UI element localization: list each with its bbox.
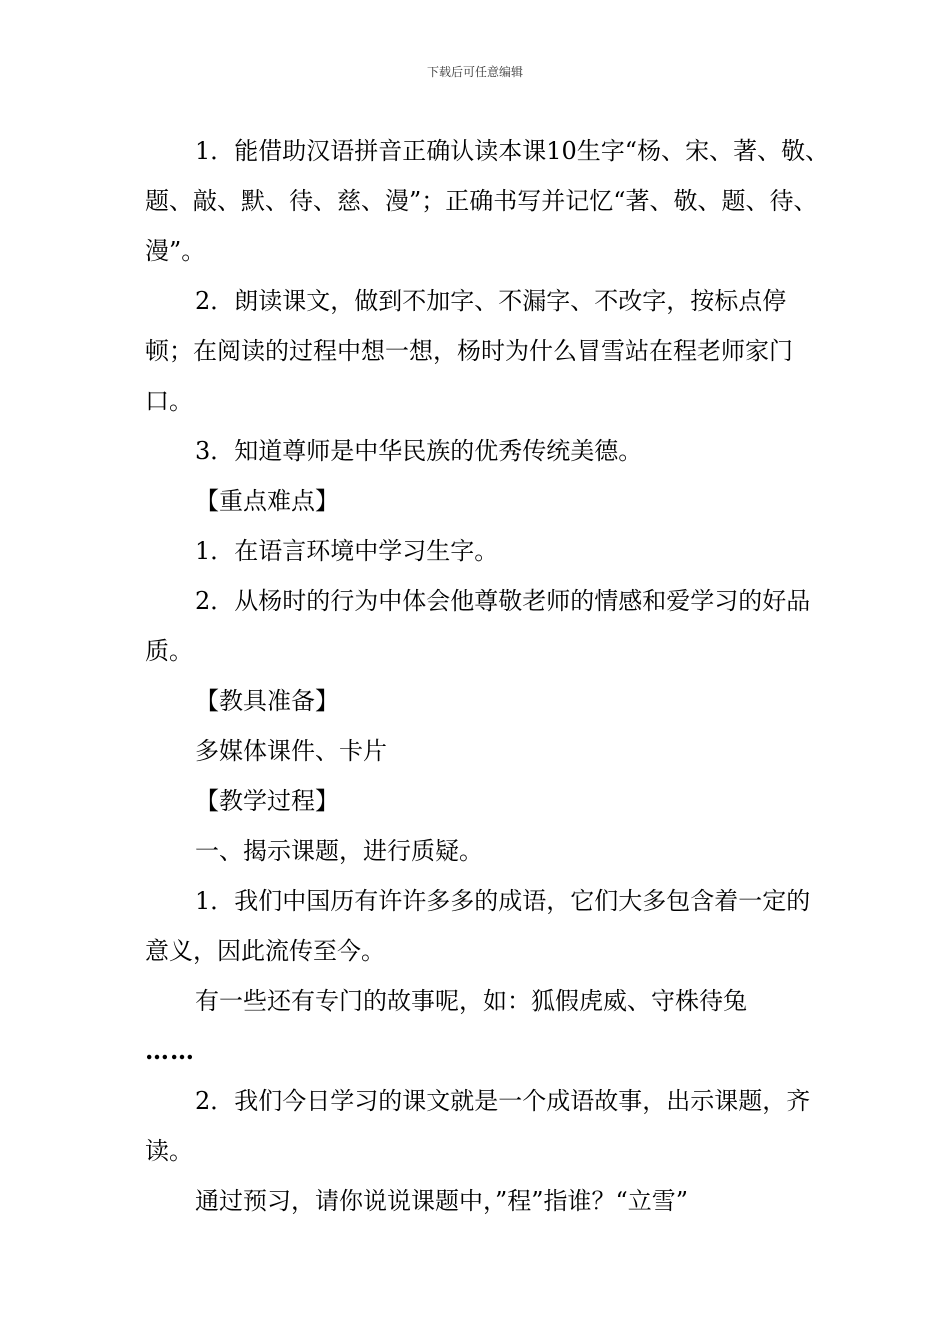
paragraph-step-1-2: 2．我们今日学习的课文就是一个成语故事，出示课题，齐读。 bbox=[145, 1087, 811, 1165]
paragraph-key-point-1: 1．在语言环境中学习生字。 bbox=[195, 537, 499, 565]
idiom-examples-text: 有一些还有专门的故事呢，如：狐假虎威、守株待兔 bbox=[195, 987, 747, 1015]
ellipsis: …… bbox=[145, 1036, 195, 1065]
page-header: 下载后可任意编辑 bbox=[426, 65, 523, 79]
section-heading-materials: 【教具准备】 bbox=[195, 687, 339, 715]
paragraph-materials: 多媒体课件、卡片 bbox=[195, 737, 387, 765]
paragraph-objective-1: 1．能借助汉语拼音正确认读本课10生字“杨、宋、著、敬、题、敲、默、待、慈、漫”；正确书写并记忆“著、敬、题、待、漫”。 bbox=[145, 137, 830, 265]
paragraph-step-1-1: 1．我们中国历有许许多多的成语，它们大多包含着一定的意义，因此流传至今。 bbox=[145, 887, 811, 965]
paragraph-objective-3: 3．知道尊师是中华民族的优秀传统美德。 bbox=[195, 437, 643, 465]
paragraph-question: 通过预习，请你说说课题中，”程”指谁？“立雪” bbox=[195, 1187, 689, 1215]
section-heading-key-points: 【重点难点】 bbox=[195, 487, 339, 515]
document-body bbox=[145, 126, 830, 1226]
paragraph-key-point-2: 2．从杨时的行为中体会他尊敬老师的情感和爱学习的好品质。 bbox=[145, 587, 811, 665]
paragraph-idiom-examples bbox=[145, 976, 830, 1076]
section-heading-process: 【教学过程】 bbox=[195, 787, 339, 815]
paragraph-objective-2: 2．朗读课文，做到不加字、不漏字、不改字，按标点停顿；在阅读的过程中想一想，杨时为什么冒雪站在程老师家门口。 bbox=[145, 287, 793, 415]
paragraph-step-1: 一、揭示课题，进行质疑。 bbox=[195, 837, 483, 865]
